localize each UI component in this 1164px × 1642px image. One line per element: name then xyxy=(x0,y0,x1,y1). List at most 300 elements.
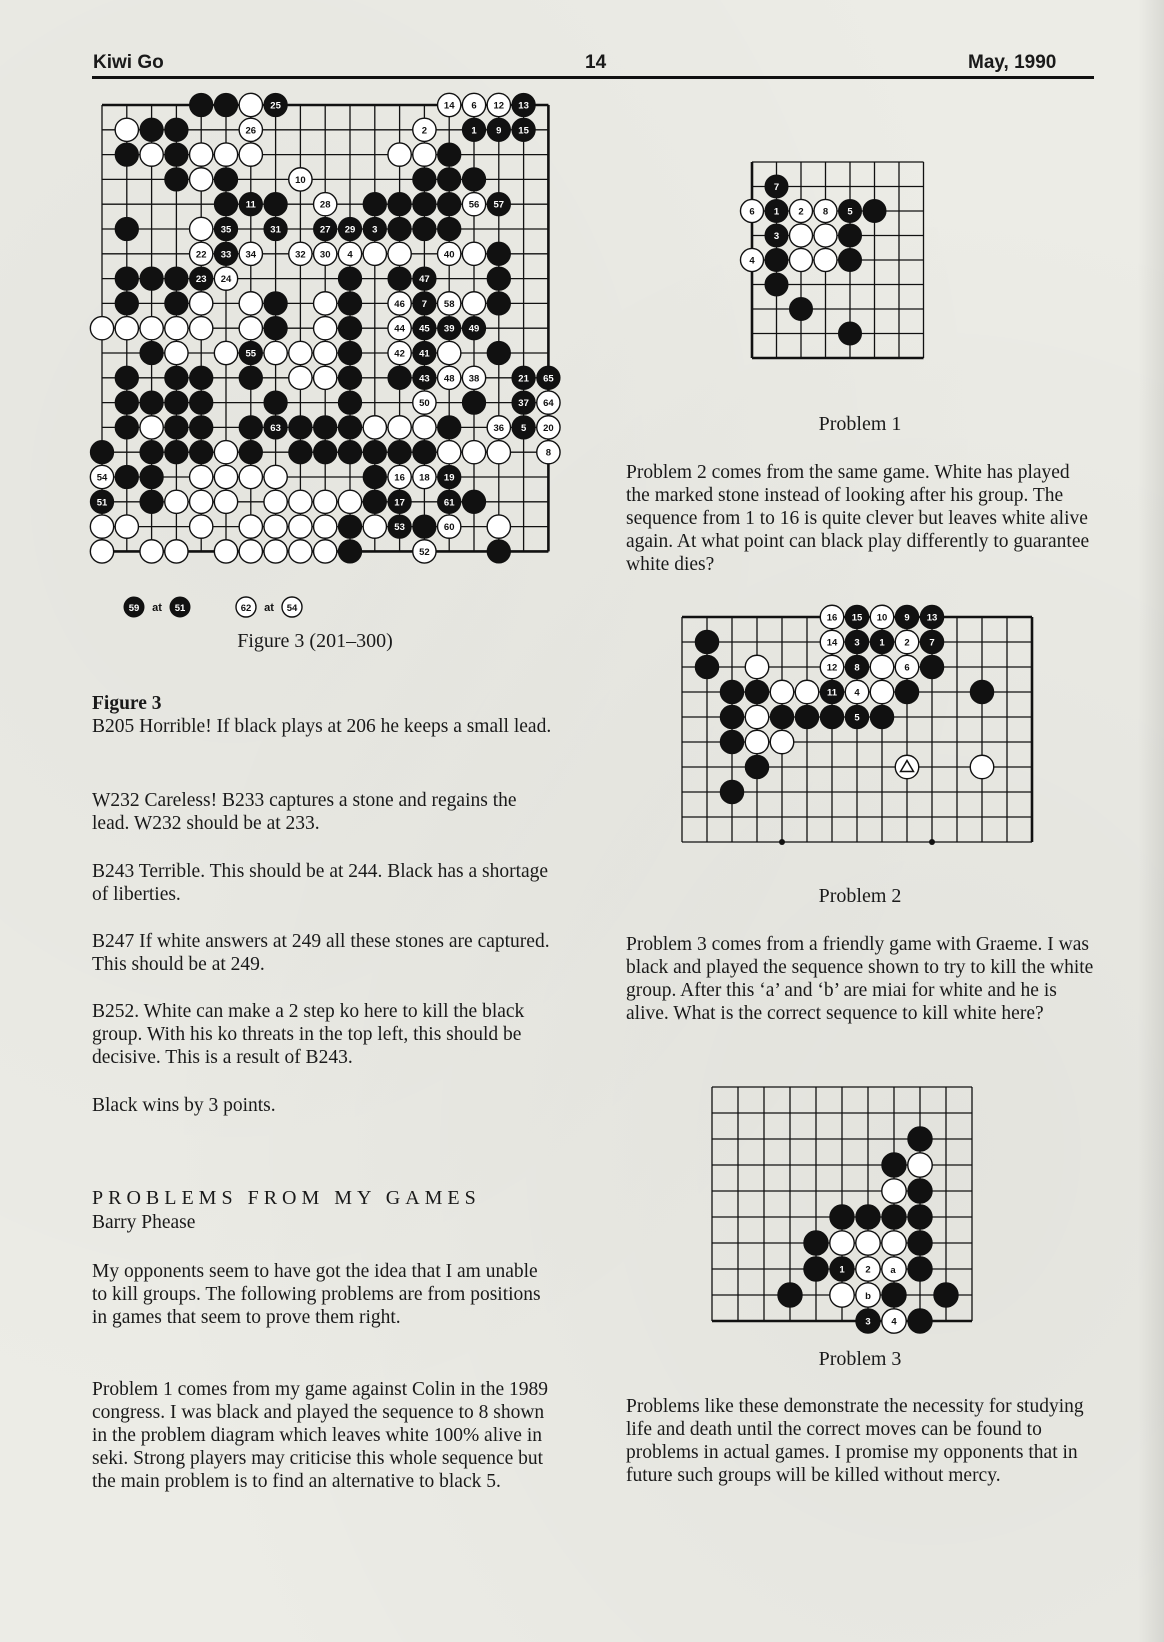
black-stone xyxy=(720,680,744,704)
white-stone xyxy=(239,143,262,166)
move-number: 34 xyxy=(245,249,257,261)
white-stone xyxy=(90,540,113,563)
black-stone xyxy=(140,118,163,141)
move-number: 5 xyxy=(847,206,853,218)
move-number: 11 xyxy=(826,687,838,699)
black-stone xyxy=(770,705,794,729)
white-stone xyxy=(190,515,213,538)
white-stone xyxy=(264,465,287,488)
black-stone xyxy=(765,273,788,296)
black-stone xyxy=(190,391,213,414)
white-stone xyxy=(190,168,213,191)
p2-stones xyxy=(695,605,994,804)
black-stone xyxy=(438,217,461,240)
black-stone xyxy=(413,193,436,216)
move-number: 8 xyxy=(854,662,860,674)
move-number: 56 xyxy=(468,199,480,211)
move-number: 58 xyxy=(443,298,455,310)
white-stone xyxy=(165,540,188,563)
move-number: 37 xyxy=(518,398,529,410)
move-number: 8 xyxy=(545,447,552,459)
black-stone xyxy=(895,680,919,704)
white-stone xyxy=(115,118,138,141)
white-stone xyxy=(190,490,213,513)
black-stone xyxy=(165,168,188,191)
black-stone xyxy=(438,416,461,439)
figure3-caption: Figure 3 (201–300) xyxy=(237,630,393,652)
move-number: 14 xyxy=(443,100,455,112)
black-stone xyxy=(264,292,287,315)
black-stone xyxy=(388,267,411,290)
black-stone xyxy=(289,441,312,464)
move-number: 57 xyxy=(493,199,505,211)
black-stone xyxy=(413,217,436,240)
black-stone xyxy=(338,515,361,538)
white-stone xyxy=(870,655,894,679)
white-stone xyxy=(165,317,188,340)
move-number: 54 xyxy=(96,472,108,484)
black-stone xyxy=(882,1153,906,1177)
white-stone xyxy=(314,540,337,563)
black-stone xyxy=(695,655,719,679)
move-number: 2 xyxy=(421,125,428,137)
black-stone xyxy=(487,242,510,265)
move-number: 1 xyxy=(471,125,477,137)
black-stone xyxy=(413,168,436,191)
white-stone xyxy=(830,1283,854,1307)
white-stone xyxy=(140,540,163,563)
white-stone xyxy=(165,341,188,364)
black-stone xyxy=(190,93,213,116)
move-number: 31 xyxy=(270,224,281,236)
white-stone xyxy=(239,515,262,538)
header-date: May, 1990 xyxy=(968,52,1057,73)
white-stone xyxy=(264,490,287,513)
black-stone xyxy=(413,441,436,464)
black-stone xyxy=(165,391,188,414)
move-number: 20 xyxy=(543,422,554,434)
move-number: 45 xyxy=(419,323,430,335)
white-stone xyxy=(264,341,287,364)
header-page-number: 14 xyxy=(585,52,607,73)
black-stone xyxy=(795,705,819,729)
black-stone xyxy=(863,199,886,222)
black-stone xyxy=(487,540,510,563)
white-stone xyxy=(388,143,411,166)
white-stone xyxy=(745,705,769,729)
move-number: 53 xyxy=(394,522,405,534)
problem1-caption: Problem 1 xyxy=(818,413,902,435)
white-stone xyxy=(239,540,262,563)
white-stone xyxy=(190,465,213,488)
white-stone xyxy=(814,224,837,247)
article-heading: PROBLEMS FROM MY GAMES xyxy=(92,1187,481,1209)
move-number: 16 xyxy=(394,472,405,484)
hoshi-point xyxy=(929,839,935,845)
black-stone xyxy=(165,143,188,166)
black-stone xyxy=(239,441,262,464)
black-stone xyxy=(804,1257,828,1281)
black-stone xyxy=(140,441,163,464)
white-stone xyxy=(190,292,213,315)
black-stone xyxy=(115,416,138,439)
black-stone xyxy=(140,490,163,513)
black-stone xyxy=(338,267,361,290)
white-stone xyxy=(970,755,994,779)
move-number: 61 xyxy=(443,497,455,509)
move-number: 1 xyxy=(879,637,885,649)
white-stone xyxy=(115,317,138,340)
white-stone xyxy=(140,317,163,340)
black-stone xyxy=(487,292,510,315)
article-intro: My opponents seem to have got the idea that I am unable to kill groups. The following problems are from positions in games that seem to prove them right. xyxy=(92,1261,541,1328)
move-number: 12 xyxy=(493,100,505,112)
white-stone xyxy=(795,680,819,704)
problem2-board xyxy=(670,605,1060,865)
white-stone xyxy=(289,515,312,538)
white-stone xyxy=(314,490,337,513)
black-stone xyxy=(165,267,188,290)
black-stone xyxy=(908,1309,932,1333)
white-stone xyxy=(830,1231,854,1255)
move-number: 3 xyxy=(773,231,780,242)
move-number: 18 xyxy=(419,472,430,484)
white-stone xyxy=(745,655,769,679)
move-number: 7 xyxy=(773,182,780,193)
white-stone xyxy=(214,341,237,364)
black-stone xyxy=(314,441,337,464)
black-stone xyxy=(870,705,894,729)
white-stone xyxy=(214,540,237,563)
black-stone xyxy=(214,193,237,216)
problem2-caption: Problem 2 xyxy=(818,885,902,907)
white-stone xyxy=(289,341,312,364)
black-stone xyxy=(190,416,213,439)
move-number: 10 xyxy=(876,612,888,624)
white-stone xyxy=(214,490,237,513)
move-number: 24 xyxy=(220,274,232,286)
move-number: 13 xyxy=(926,612,938,624)
white-stone xyxy=(239,317,262,340)
white-stone xyxy=(140,143,163,166)
black-stone xyxy=(438,168,461,191)
white-stone xyxy=(338,490,361,513)
move-number: 15 xyxy=(851,612,863,624)
move-number: 26 xyxy=(245,125,257,137)
black-stone xyxy=(165,416,188,439)
move-number: 40 xyxy=(443,249,455,261)
move-number: 52 xyxy=(419,546,430,558)
black-stone xyxy=(778,1283,802,1307)
move-number: 16 xyxy=(826,612,838,624)
white-stone xyxy=(388,416,411,439)
black-stone xyxy=(264,317,287,340)
white-stone xyxy=(289,490,312,513)
move-number: 4 xyxy=(891,1316,897,1328)
white-stone xyxy=(115,515,138,538)
move-number: 14 xyxy=(826,637,838,649)
black-stone xyxy=(363,490,386,513)
problem2-text: Problem 2 comes from the same game. White has played the marked stone instead of looking after his group. The sequence from 1 to 16 is quite clever but leaves white alive again. At what point can black play differently to guarantee white dies? xyxy=(626,462,1090,575)
white-stone xyxy=(363,416,386,439)
white-stone xyxy=(462,292,485,315)
move-number: 6 xyxy=(471,100,477,112)
black-stone xyxy=(140,391,163,414)
move-number: 9 xyxy=(496,125,502,137)
move-number: 17 xyxy=(394,497,405,509)
black-stone xyxy=(165,366,188,389)
move-number: 30 xyxy=(319,249,331,261)
commentary-b247: B247 If white answers at 249 all these stones are captured. This should be at 249. xyxy=(92,931,550,975)
commentary-b243: B243 Terrible. This should be at 244. Black has a shortage of liberties. xyxy=(92,861,549,905)
move-number: 3 xyxy=(372,224,378,236)
black-stone xyxy=(363,465,386,488)
black-stone xyxy=(804,1231,828,1255)
black-stone xyxy=(338,366,361,389)
white-stone xyxy=(214,441,237,464)
problem3-board xyxy=(700,1075,1020,1328)
black-stone xyxy=(239,366,262,389)
move-number: 2 xyxy=(865,1264,871,1276)
black-stone xyxy=(462,391,485,414)
move-number: 49 xyxy=(468,323,480,335)
black-stone xyxy=(363,193,386,216)
move-number: 47 xyxy=(419,274,430,286)
move-number: 36 xyxy=(493,422,505,434)
black-stone xyxy=(789,297,812,320)
point-letter: a xyxy=(890,1265,896,1276)
white-stone xyxy=(438,441,461,464)
black-stone xyxy=(115,366,138,389)
move-number: 7 xyxy=(421,298,428,310)
black-stone xyxy=(264,391,287,414)
black-stone xyxy=(908,1257,932,1281)
problem3-text: Problem 3 comes from a friendly game with Graeme. I was black and played the sequence shown to try to kill the white group. After this ‘a’ and ‘b’ are miai for white and he is alive. What is the correct sequence to kill white here? xyxy=(626,934,1094,1024)
move-number: 4 xyxy=(854,687,860,699)
white-stone xyxy=(239,292,262,315)
move-number: 38 xyxy=(468,373,480,385)
black-stone xyxy=(720,780,744,804)
move-number: 2 xyxy=(798,206,804,218)
black-stone xyxy=(388,193,411,216)
article-author: Barry Phease xyxy=(92,1212,196,1233)
black-stone xyxy=(115,143,138,166)
figure3-notes xyxy=(124,596,324,620)
move-number: 25 xyxy=(270,100,281,112)
white-stone xyxy=(140,416,163,439)
white-stone xyxy=(264,540,287,563)
black-stone xyxy=(765,248,788,271)
white-stone xyxy=(882,1231,906,1255)
white-stone xyxy=(289,540,312,563)
black-stone xyxy=(214,93,237,116)
black-stone xyxy=(239,416,262,439)
note-stone-62-label: 62 xyxy=(240,603,252,614)
commentary-b252: B252. White can make a 2 step ko here to kill the black group. With his ko threats in the top left, this should be decisive. This is a result of B243. xyxy=(92,1001,525,1068)
move-number: 1 xyxy=(839,1264,845,1276)
black-stone xyxy=(264,193,287,216)
black-stone xyxy=(338,441,361,464)
white-stone xyxy=(190,143,213,166)
move-number: 21 xyxy=(518,373,529,385)
black-stone xyxy=(438,193,461,216)
move-number: 32 xyxy=(295,249,306,261)
move-number: 28 xyxy=(319,199,331,211)
closing-text: Problems like these demonstrate the necessity for studying life and death until the correct moves can be found to problems in actual games. I promise my opponents that in future such groups will be killed without mercy. xyxy=(626,1396,1084,1486)
move-number: 1 xyxy=(773,206,780,218)
black-stone xyxy=(115,292,138,315)
white-stone xyxy=(438,341,461,364)
white-stone xyxy=(745,730,769,754)
black-stone xyxy=(856,1205,880,1229)
black-stone xyxy=(920,655,944,679)
black-stone xyxy=(338,341,361,364)
white-stone xyxy=(314,292,337,315)
move-number: 3 xyxy=(865,1316,871,1328)
move-number: 2 xyxy=(904,637,910,649)
move-number: 51 xyxy=(96,497,108,509)
white-stone xyxy=(363,515,386,538)
white-stone xyxy=(90,515,113,538)
move-number: 7 xyxy=(929,637,935,649)
move-number: 39 xyxy=(443,323,455,335)
black-stone xyxy=(820,705,844,729)
black-stone xyxy=(115,267,138,290)
white-stone xyxy=(363,242,386,265)
move-number: 29 xyxy=(344,224,356,236)
move-number: 4 xyxy=(749,255,755,267)
black-stone xyxy=(140,267,163,290)
white-stone xyxy=(314,366,337,389)
black-stone xyxy=(338,540,361,563)
white-stone xyxy=(895,755,919,779)
white-stone xyxy=(770,730,794,754)
move-number: 35 xyxy=(220,224,232,236)
white-stone xyxy=(413,416,436,439)
move-number: 46 xyxy=(394,298,405,310)
black-stone xyxy=(115,217,138,240)
black-stone xyxy=(165,292,188,315)
move-number: 9 xyxy=(904,612,910,624)
black-stone xyxy=(695,630,719,654)
commentary-w232: W232 Careless! B233 captures a stone and regains the lead. W232 should be at 233. xyxy=(92,790,517,834)
move-number: 19 xyxy=(443,472,455,484)
black-stone xyxy=(165,441,188,464)
black-stone xyxy=(838,224,861,247)
white-stone xyxy=(314,317,337,340)
figure3-board xyxy=(82,90,572,600)
white-stone xyxy=(882,1179,906,1203)
black-stone xyxy=(908,1127,932,1151)
problem1-board xyxy=(740,150,950,380)
black-stone xyxy=(462,490,485,513)
white-stone xyxy=(239,465,262,488)
white-stone xyxy=(770,680,794,704)
move-number: 33 xyxy=(220,249,232,261)
note-stone-54-label: 54 xyxy=(286,603,298,614)
move-number: 65 xyxy=(543,373,554,385)
header-publication: Kiwi Go xyxy=(93,52,164,73)
white-stone xyxy=(314,515,337,538)
move-number: 5 xyxy=(854,712,860,724)
black-stone xyxy=(115,391,138,414)
commentary-result: Black wins by 3 points. xyxy=(92,1095,276,1116)
move-number: 15 xyxy=(518,125,529,137)
white-stone xyxy=(487,515,510,538)
move-number: 63 xyxy=(270,422,281,434)
black-stone xyxy=(388,366,411,389)
black-stone xyxy=(745,680,769,704)
white-stone xyxy=(413,143,436,166)
white-stone xyxy=(856,1231,880,1255)
black-stone xyxy=(720,705,744,729)
black-stone xyxy=(838,248,861,271)
black-stone xyxy=(190,441,213,464)
problem3-caption: Problem 3 xyxy=(818,1348,902,1370)
commentary-b205: B205 Horrible! If black plays at 206 he keeps a small lead. xyxy=(92,716,552,737)
black-stone xyxy=(338,391,361,414)
black-stone xyxy=(338,292,361,315)
black-stone xyxy=(908,1179,932,1203)
black-stone xyxy=(338,416,361,439)
note-stone-51-label: 51 xyxy=(174,603,186,614)
hoshi-point xyxy=(779,839,785,845)
white-stone xyxy=(870,680,894,704)
move-number: 48 xyxy=(443,373,455,385)
white-stone xyxy=(289,366,312,389)
black-stone xyxy=(487,267,510,290)
black-stone xyxy=(882,1283,906,1307)
black-stone xyxy=(487,341,510,364)
commentary-title: Figure 3 xyxy=(92,693,162,714)
black-stone xyxy=(289,416,312,439)
move-number: 13 xyxy=(518,100,529,112)
move-number: 41 xyxy=(419,348,430,360)
black-stone xyxy=(882,1205,906,1229)
white-stone xyxy=(462,441,485,464)
black-stone xyxy=(165,118,188,141)
black-stone xyxy=(413,515,436,538)
move-number: 50 xyxy=(419,398,430,410)
note-at-2: at xyxy=(264,602,274,614)
header-rule xyxy=(92,76,1094,79)
move-number: 60 xyxy=(443,522,455,534)
black-stone xyxy=(214,168,237,191)
white-stone xyxy=(264,515,287,538)
black-stone xyxy=(830,1205,854,1229)
white-stone xyxy=(487,441,510,464)
white-stone xyxy=(90,317,113,340)
move-number: 43 xyxy=(419,373,430,385)
black-stone xyxy=(314,416,337,439)
black-stone xyxy=(388,441,411,464)
move-number: 10 xyxy=(295,174,306,186)
black-stone xyxy=(190,366,213,389)
black-stone xyxy=(363,441,386,464)
move-number: 6 xyxy=(749,206,755,218)
move-number: 6 xyxy=(904,662,910,674)
move-number: 55 xyxy=(245,348,257,360)
white-stone xyxy=(789,248,812,271)
black-stone xyxy=(908,1231,932,1255)
move-number: 23 xyxy=(195,274,207,286)
white-stone xyxy=(214,143,237,166)
move-number: 64 xyxy=(543,398,554,410)
article-problem1-text: Problem 1 comes from my game against Colin in the 1989 congress. I was black and played the sequence to 8 shown in the problem diagram which leaves white 100% alive in seki. Strong players may criticise this whole sequence but the main problem is to find an alternative to black 5. xyxy=(92,1379,549,1492)
move-number: 8 xyxy=(822,206,829,218)
white-stone xyxy=(814,248,837,271)
black-stone xyxy=(438,143,461,166)
